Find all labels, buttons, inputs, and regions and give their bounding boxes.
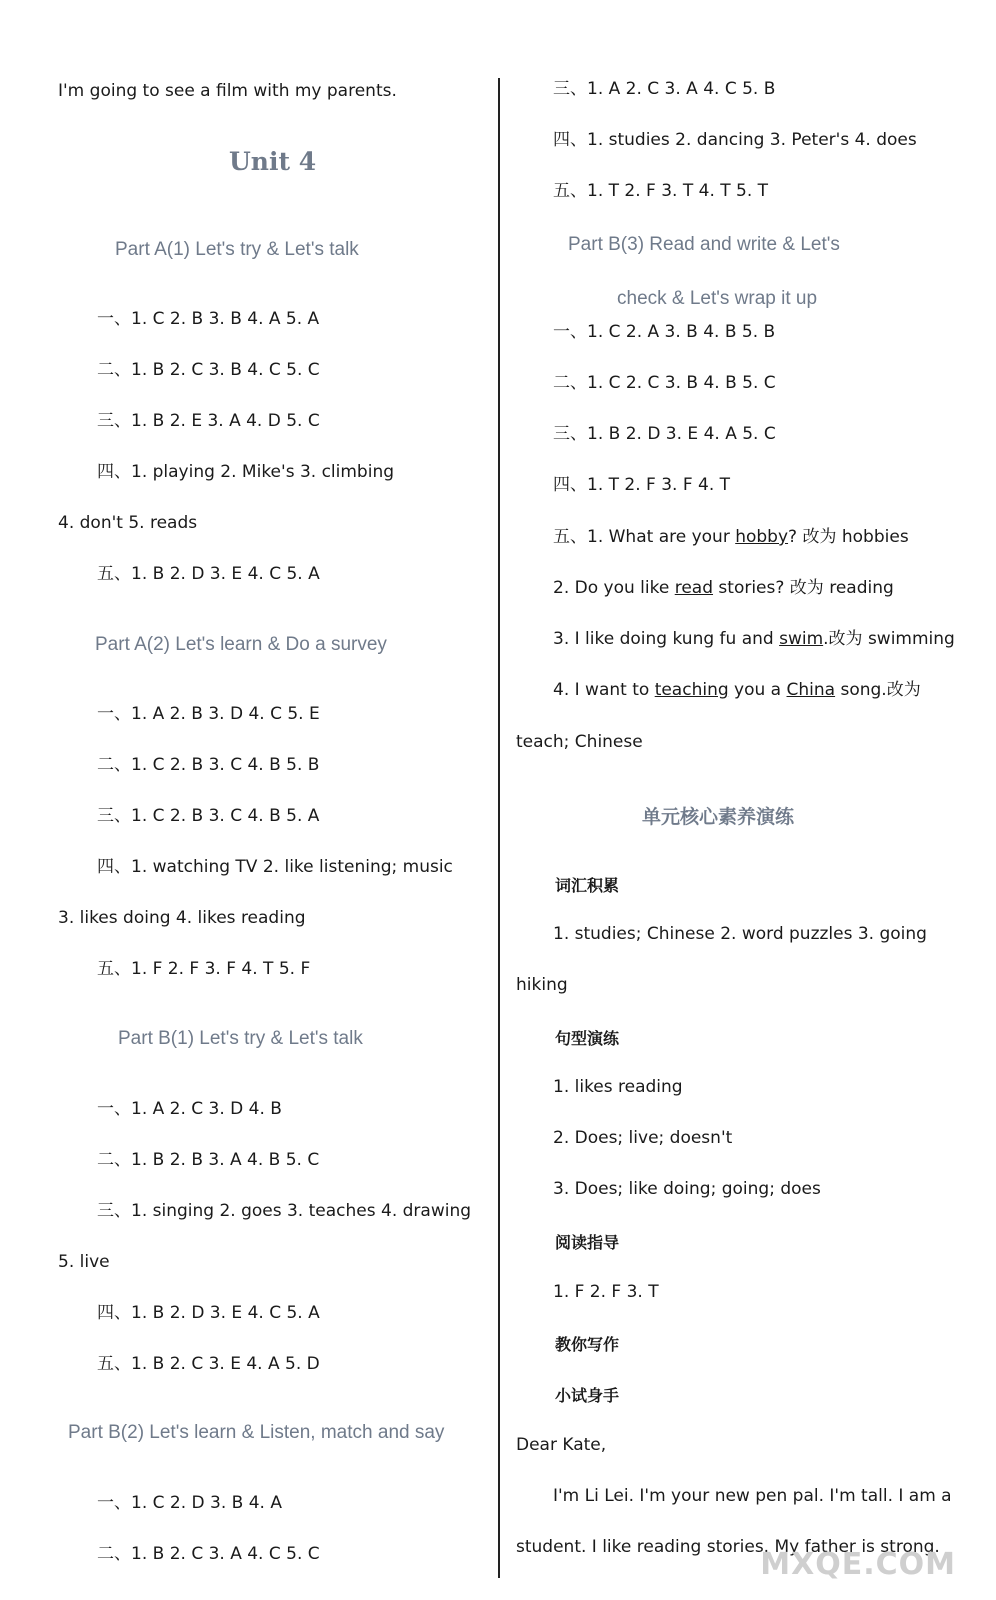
correction-line-2: 2. Do you like read stories? 改为 reading	[553, 578, 894, 598]
try-heading: 小试身手	[555, 1386, 620, 1405]
answer-line: 二、1. B 2. B 3. A 4. B 5. C	[97, 1150, 320, 1170]
correction-line-5: teach; Chinese	[516, 732, 643, 752]
answer-line: 四、1. T 2. F 3. F 4. T	[553, 475, 731, 495]
answer-line: 三、1. singing 2. goes 3. teaches 4. drawing	[97, 1201, 472, 1221]
answer-line: 三、1. A 2. C 3. A 4. C 5. B	[553, 79, 776, 99]
answer-line: 1. likes reading	[553, 1077, 683, 1097]
answer-line: 二、1. C 2. B 3. C 4. B 5. B	[97, 755, 320, 775]
answer-line: 二、1. B 2. C 3. B 4. C 5. C	[97, 360, 320, 380]
answer-line: 四、1. playing 2. Mike's 3. climbing	[97, 462, 395, 482]
answer-line: 五、1. B 2. C 3. E 4. A 5. D	[97, 1354, 320, 1374]
answer-line: 1. studies; Chinese 2. word puzzles 3. going	[553, 924, 927, 944]
part-b3-title-cont: check & Let's wrap it up	[617, 288, 818, 309]
part-a2-title: Part A(2) Let's learn & Do a survey	[95, 634, 387, 655]
answer-line: 3. Does; like doing; going; does	[553, 1179, 821, 1199]
letter-greeting: Dear Kate,	[516, 1435, 607, 1455]
answer-line: 一、1. A 2. B 3. D 4. C 5. E	[97, 704, 320, 724]
part-b1-title: Part B(1) Let's try & Let's talk	[118, 1028, 363, 1049]
writing-heading: 教你写作	[555, 1335, 620, 1354]
answer-line: 2. Does; live; doesn't	[553, 1128, 733, 1148]
answer-line: 四、1. watching TV 2. like listening; music	[97, 857, 453, 877]
sentence-heading: 句型演练	[555, 1029, 620, 1048]
part-b3-title: Part B(3) Read and write & Let's	[568, 234, 840, 255]
reading-heading: 阅读指导	[555, 1233, 620, 1252]
answer-line: 一、1. A 2. C 3. D 4. B	[97, 1099, 282, 1119]
correction-line-1: 五、1. What are your hobby? 改为 hobbies	[553, 527, 909, 547]
answer-line: 一、1. C 2. A 3. B 4. B 5. B	[553, 322, 776, 342]
answer-line: 三、1. B 2. E 3. A 4. D 5. C	[97, 411, 320, 431]
correction-line-4: 4. I want to teaching you a China song.改为	[553, 680, 921, 700]
answer-line: 3. likes doing 4. likes reading	[58, 908, 306, 928]
part-b2-title: Part B(2) Let's learn & Listen, match and say	[68, 1422, 445, 1443]
column-divider	[498, 78, 500, 1578]
answer-line: 三、1. C 2. B 3. C 4. B 5. A	[97, 806, 320, 826]
vocab-heading: 词汇积累	[555, 876, 620, 895]
answer-line: hiking	[516, 975, 568, 995]
unit-title: Unit 4	[229, 147, 317, 176]
answer-line: 1. F 2. F 3. T	[553, 1282, 659, 1302]
correction-line-3: 3. I like doing kung fu and swim.改为 swimming	[553, 629, 955, 649]
letter-line: student. I like reading stories. My father is strong.	[516, 1537, 940, 1557]
letter-line: I'm Li Lei. I'm your new pen pal. I'm tall. I am a	[553, 1486, 952, 1506]
answer-line: 四、1. studies 2. dancing 3. Peter's 4. does	[553, 130, 917, 150]
part-a1-title: Part A(1) Let's try & Let's talk	[115, 239, 359, 260]
answer-line: 4. don't 5. reads	[58, 513, 198, 533]
answer-line: 三、1. B 2. D 3. E 4. A 5. C	[553, 424, 776, 444]
answer-line: 二、1. C 2. C 3. B 4. B 5. C	[553, 373, 776, 393]
answer-line: 5. live	[58, 1252, 110, 1272]
answer-line: 一、1. C 2. D 3. B 4. A	[97, 1493, 282, 1513]
watermark: MXQE.COM	[760, 1547, 956, 1582]
answer-line: 五、1. T 2. F 3. T 4. T 5. T	[553, 181, 769, 201]
left-top-line: I'm going to see a film with my parents.	[58, 81, 397, 101]
answer-line: 四、1. B 2. D 3. E 4. C 5. A	[97, 1303, 320, 1323]
answer-line: 五、1. F 2. F 3. F 4. T 5. F	[97, 959, 311, 979]
answer-line: 一、1. C 2. B 3. B 4. A 5. A	[97, 309, 320, 329]
answer-line: 二、1. B 2. C 3. A 4. C 5. C	[97, 1544, 320, 1564]
answer-line: 五、1. B 2. D 3. E 4. C 5. A	[97, 564, 320, 584]
core-section-title: 单元核心素养演练	[642, 806, 795, 828]
